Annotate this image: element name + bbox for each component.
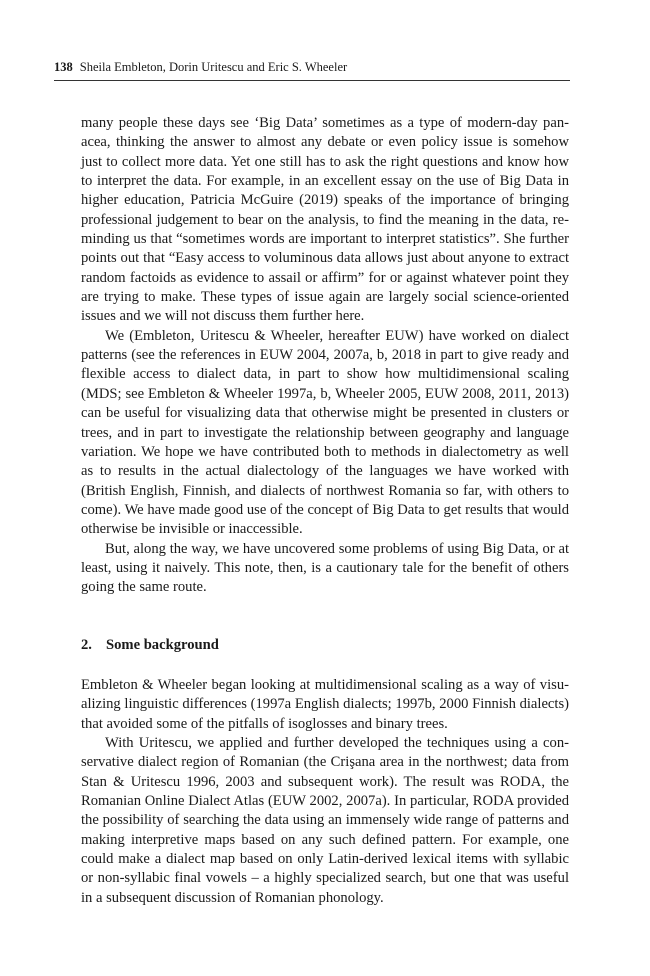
body-text [81,114,569,598]
running-head [54,58,570,76]
paragraph: many people these days see ‘Big Data’ sometimes as a type of modern-day panacea, thinking the answer to almost any debate or even policy issue is somehow just to collect more data. Yet one still has to ask the right questions and know how to interpret the data. For example, in an excellent essay on the use of Big Data in higher education, Patricia McGuire (2019) speaks of the importance of bringing professional judgement to bear on the analysis, to find the meaning in the data, reminding us that “sometimes words are important to interpret statistics”. She further points out that “Easy access to voluminous data allows just about anyone to extract random factoids as evidence to assail or affirm” for or against whatever point they are trying to make. These types of issue again are largely social science-oriented issues and we will not discuss them further here. [81,115,569,325]
paragraph: We (Embleton, Uritescu & Wheeler, hereafter EUW) have worked on dialect patterns (see the references in EUW 2004, 2007a, b, 2018 in part to give ready and flexible access to dialect data, in part to show how multidimensional scaling (MDS; see Embleton & Wheeler 1997a, b, Wheeler 2005, EUW 2008, 2011, 2013) can be useful for visualizing data that otherwise might be presented in clusters or trees, and in part to investigate the relationship between geography and language variation. We hope we have contributed both to methods in dialectometry as well as to results in the actual dialectology of the languages we have worked with (British English, Finnish, and dialects of northwest Romania so far, with others to come). We have made good use of the concept of Big Data to get results that would otherwise be invisible or inaccessible. [81,327,569,538]
section-title: Some background [106,637,219,653]
section-number: 2. [81,637,92,653]
paragraph: Embleton & Wheeler began looking at multidimensional scaling as a way of visualizing linguistic differences (1997a English dialects; 1997b, 2000 Finnish dialects) that avoided some of the pitfalls of isoglosses and binary trees. [81,677,569,732]
page-number: 138 [54,60,73,74]
paragraph: With Uritescu, we applied and further developed the techniques using a conservative dialect region of Romanian (the Crişana area in the northwest; data from Stan & Uritescu 1996, 2003 and subsequent work). The result was RODA, the Romanian Online Dialect Atlas (EUW 2002, 2007a). In particular, RODA provided the possibility of searching the data using an immensely wide range of patterns and making interpretive maps based on any such defined pattern. For example, one could make a dialect map based on only Latin-derived lexical items with syllabic or non-syllabic final vowels – a highly specialized search, but one that was useful in a subsequent discussion of Romanian phonology. [81,735,569,906]
header-rule [54,80,570,81]
paragraph: But, along the way, we have uncovered some problems of using Big Data, or at least, using it naively. This note, then, is a cautionary tale for the benefit of others going the same route. [81,540,569,596]
running-head-authors: Sheila Embleton, Dorin Uritescu and Eric S. Wheeler [79,60,348,74]
section-heading [81,636,569,655]
section-body-text [81,676,569,908]
